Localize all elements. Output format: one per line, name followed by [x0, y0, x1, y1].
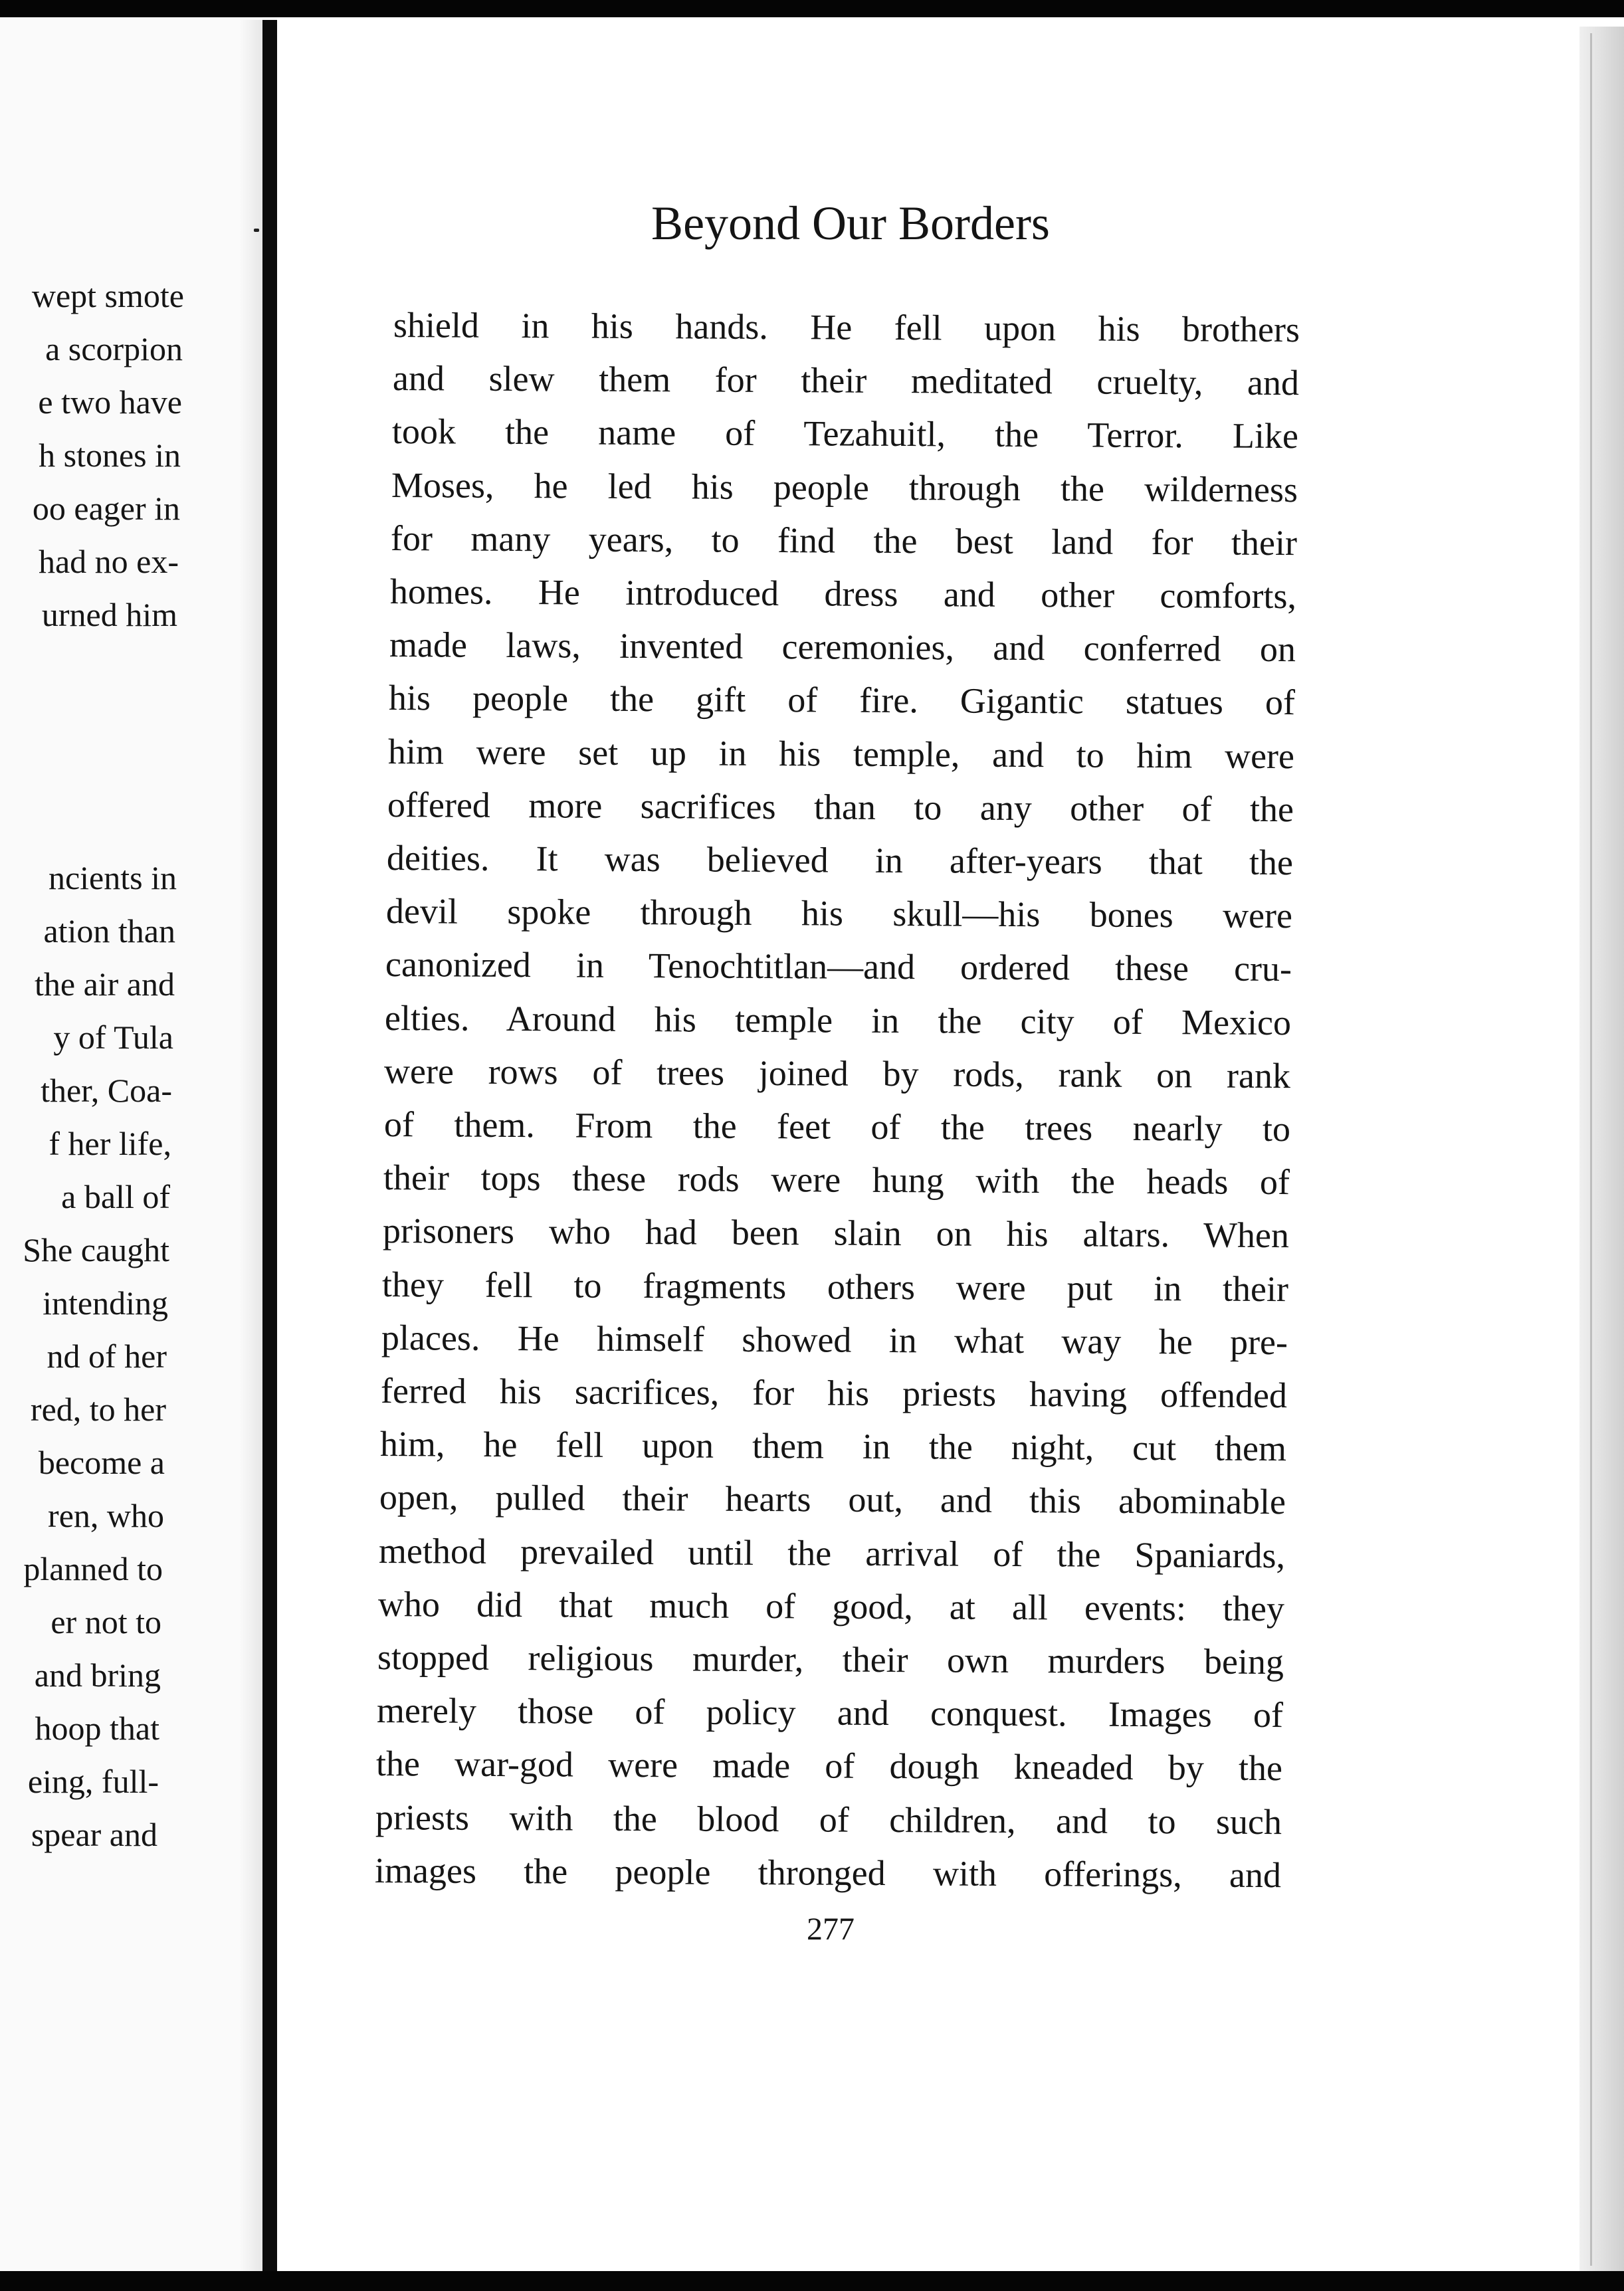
body-text-line: homes. He introduced dress and other comforts,: [389, 571, 1297, 617]
body-text-line: shield in his hands. He fell upon his brothers: [393, 305, 1300, 350]
body-text-line: they fell to fragments others were put in their: [381, 1264, 1289, 1310]
left-page-line: er not to: [51, 1603, 161, 1641]
left-page-line: become a: [38, 1444, 165, 1481]
body-text-line: made laws, invented ceremonies, and conferred on: [389, 625, 1296, 670]
body-text-line: elties. Around his temple in the city of Mexico: [384, 998, 1292, 1043]
left-page-line: and bring: [34, 1656, 161, 1694]
left-page-line: ncients in: [48, 859, 177, 896]
body-text-line: Moses, he led his people through the wilderness: [391, 465, 1298, 510]
left-page-line: urned him: [41, 596, 177, 633]
left-page-line: y of Tula: [53, 1019, 173, 1056]
body-text-line: open, pulled their hearts out, and this abominable: [379, 1477, 1286, 1522]
body-text-line: were rows of trees joined by rods, rank on rank: [383, 1051, 1291, 1096]
left-page-line: e two have: [38, 383, 182, 421]
book-gutter: [262, 20, 277, 2276]
body-text-line: his people the gift of fire. Gigantic statues of: [388, 678, 1296, 723]
body-text-line: devil spoke through his skull—his bones were: [385, 891, 1293, 936]
body-text-line: offered more sacrifices than to any other of the: [387, 785, 1294, 830]
left-page-line: nd of her: [47, 1338, 167, 1375]
left-page-line: h stones in: [39, 437, 181, 474]
body-text-line: merely those of policy and conquest. Images of: [376, 1690, 1284, 1736]
body-text-line: canonized in Tenochtitlan—and ordered these cru-: [385, 944, 1292, 989]
body-text-line: places. He himself showed in what way he pre-: [381, 1318, 1288, 1363]
left-page-line: wept smote: [31, 277, 184, 314]
left-page-line: a scorpion: [45, 330, 183, 367]
left-page-line: intending: [43, 1284, 168, 1322]
left-page-line: She caught: [23, 1231, 169, 1268]
body-text-line: who did that much of good, at all events: they: [377, 1584, 1285, 1629]
body-text-line: method prevailed until the arrival of the Spaniards,: [378, 1531, 1286, 1576]
left-page-line: oo eager in: [32, 490, 180, 527]
left-page-line: ther, Coa-: [41, 1072, 172, 1109]
page-edge: [1579, 27, 1624, 2271]
scan-bottom-border: [0, 2271, 1624, 2291]
left-page-line: planned to: [23, 1550, 163, 1587]
body-text-line: and slew them for their meditated cruelty, and: [392, 358, 1300, 403]
body-text-line: stopped religious murder, their own murders being: [377, 1637, 1284, 1682]
gutter-shadow: [239, 20, 262, 2272]
left-page: [0, 17, 262, 2271]
left-page-line: f her life,: [49, 1125, 171, 1162]
page-edge-line: [1590, 33, 1592, 2266]
left-page-line: eing, full-: [27, 1763, 159, 1800]
page-number: 277: [807, 1912, 855, 1947]
running-head: Beyond Our Borders: [651, 197, 1050, 250]
scan-top-border: [0, 0, 1624, 17]
body-text-line: for many years, to find the best land for their: [390, 518, 1298, 563]
body-text-line: of them. From the feet of the trees nearly to: [383, 1104, 1291, 1149]
body-text-line: ferred his sacrifices, for his priests having offended: [380, 1371, 1288, 1416]
left-page-line: a ball of: [61, 1178, 170, 1215]
left-page-line: had no ex-: [38, 543, 179, 580]
left-page-line: the air and: [34, 965, 175, 1003]
left-page-line: ren, who: [48, 1497, 164, 1534]
body-text-line: their tops these rods were hung with the heads of: [383, 1157, 1290, 1203]
body-text-line: him were set up in his temple, and to him were: [387, 732, 1295, 777]
body-text-line: him, he fell upon them in the night, cut them: [379, 1424, 1287, 1469]
body-text-line: prisoners who had been slain on his altars. When: [382, 1211, 1290, 1256]
body-text-line: images the people thronged with offerings, and: [374, 1850, 1282, 1896]
left-page-line: red, to her: [30, 1391, 166, 1428]
body-text-line: deities. It was believed in after-years that the: [386, 838, 1294, 883]
left-page-line: ation than: [43, 912, 175, 949]
body-text-line: took the name of Tezahuitl, the Terror. Like: [391, 411, 1299, 456]
left-page-line: spear and: [31, 1816, 157, 1853]
body-text-line: the war-god were made of dough kneaded by the: [375, 1743, 1283, 1789]
body-text-line: priests with the blood of children, and to such: [375, 1797, 1282, 1843]
left-page-line: hoop that: [35, 1710, 159, 1747]
